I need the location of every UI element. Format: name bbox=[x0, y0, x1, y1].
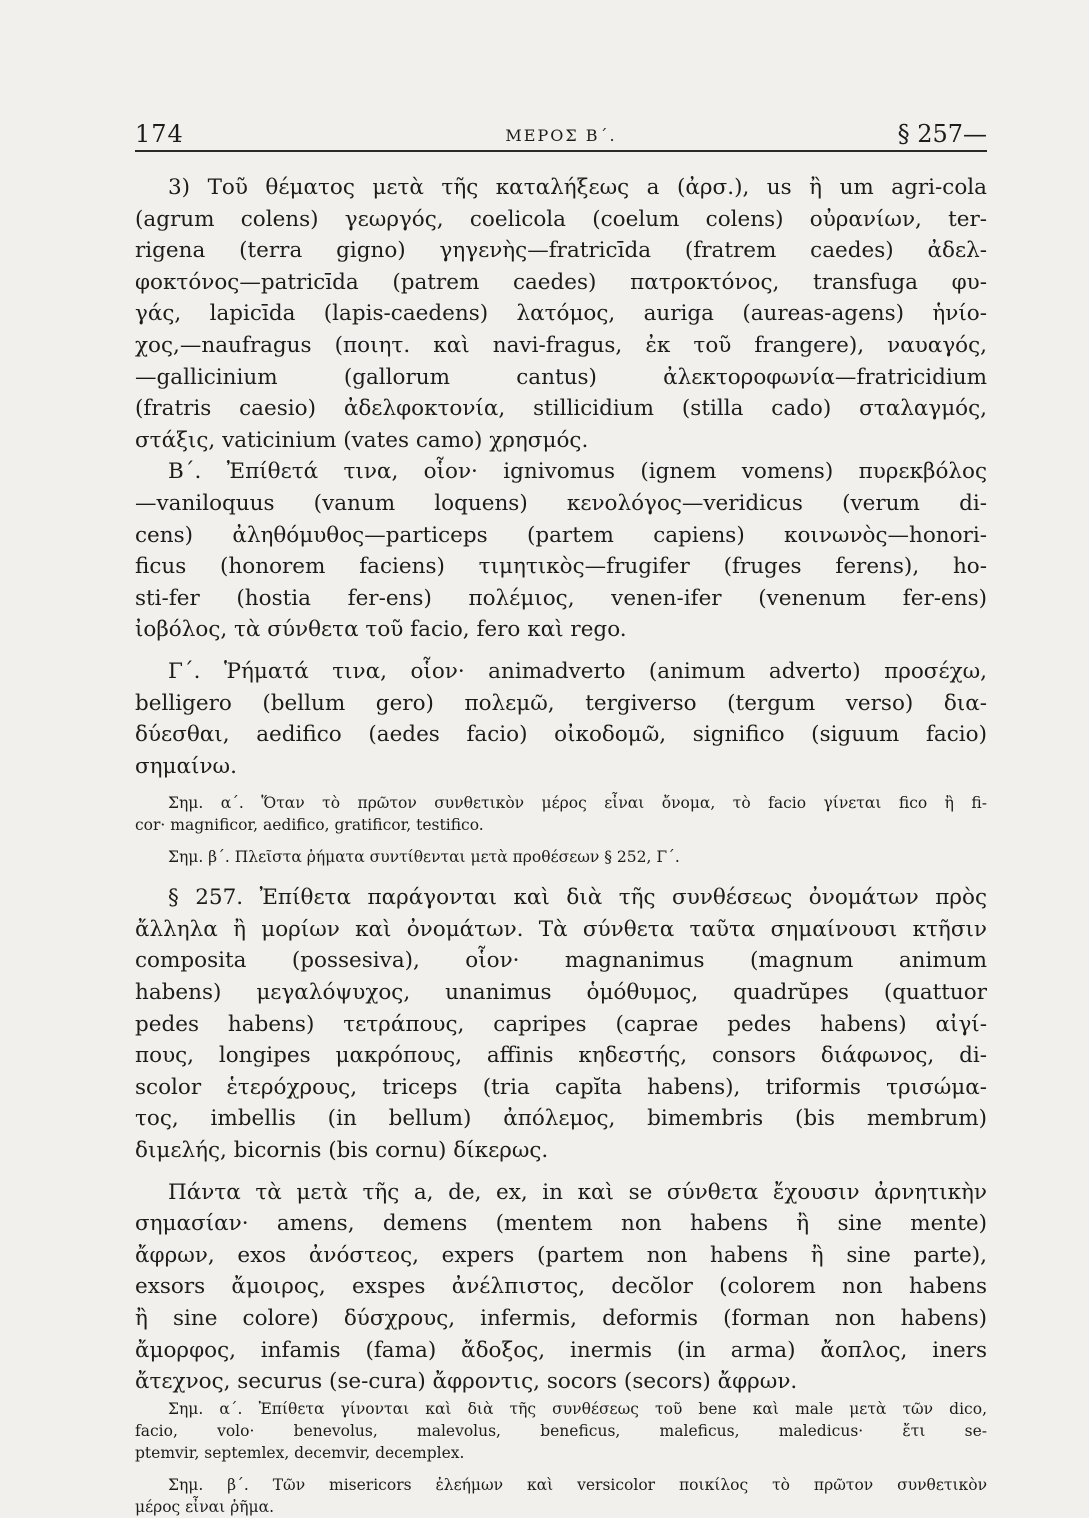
note-line: Σημ. α΄. Ὅταν τὸ πρῶτον συνθετικὸν μέρος εἶναι ὄνομα, τὸ facio γίνεται fico ἢ fi- bbox=[168, 794, 987, 813]
text-line: Β΄. Ἐπίθετά τινα, οἷον· ignivomus (ignem vomens) πυρεκβόλος bbox=[168, 459, 987, 485]
text-line: δύεσθαι, aedifico (aedes facio) οἰκοδομῶ, significo (siguum facio) bbox=[135, 722, 987, 748]
paragraph-verbs bbox=[135, 656, 987, 782]
paragraph-suffix-a bbox=[135, 172, 987, 456]
paragraph-adjectives bbox=[135, 456, 987, 646]
text-line: ἄφρων, exos ἀνόστεος, expers (partem non habens ἢ sine parte), bbox=[135, 1242, 987, 1268]
text-line: ἢ sine colore) δύσχρους, infermis, deformis (forman non habens) bbox=[135, 1306, 987, 1331]
footnote-prepositions bbox=[135, 846, 987, 868]
text-line: πους, longipes μακρόπους, affinis κηδεστής, consors διάφωνος, di- bbox=[135, 1043, 987, 1069]
text-line: διμελής, bicornis (bis cornu) δίκερως. bbox=[135, 1138, 549, 1164]
note-line: Σημ. β΄. Τῶν misericors ἐλεήμων καὶ versicolor ποικίλος τὸ πρῶτον συνθετικὸν bbox=[168, 1475, 987, 1494]
main-text bbox=[135, 172, 987, 1518]
text-line: φοκτόνος—patricīda (patrem caedes) πατροκτόνος, transfuga φυ- bbox=[135, 269, 987, 295]
text-line: τος, imbellis (in bellum) ἀπόλεμος, bimembris (bis membrum) bbox=[135, 1106, 987, 1132]
text-line: ἄτεχνος, securus (se-cura) ἄφροντις, socors (secors) ἄφρων. bbox=[135, 1369, 798, 1395]
running-title: ΜΕΡΟΣ Β΄. bbox=[505, 126, 617, 145]
text-line: cens) ἀληθόμυθος—particeps (partem capiens) κοινωνὸς—honori- bbox=[135, 522, 987, 548]
text-line: ἄμορφος, infamis (fama) ἄδοξος, inermis (in arma) ἄοπλος, iners bbox=[135, 1337, 987, 1363]
text-line: § 257. Ἐπίθετα παράγονται καὶ διὰ τῆς συνθέσεως ὀνομάτων πρὸς bbox=[168, 885, 987, 911]
footnote-bene-male bbox=[135, 1398, 987, 1464]
note-line: cor· magnificor, aedifico, gratificor, testifico. bbox=[135, 816, 484, 835]
running-header bbox=[135, 118, 987, 152]
text-line: γάς, lapicīda (lapis-caedens) λατόμος, auriga (aureas-agens) ἡνίο- bbox=[135, 301, 987, 327]
text-line: pedes habens) τετράπους, capripes (caprae pedes habens) αἰγί- bbox=[135, 1011, 987, 1037]
text-line: στάξις, vaticinium (vates camo) χρησμός. bbox=[135, 427, 589, 453]
text-line: (agrum colens) γεωργός, coelicola (coelum colens) οὐρανίων, ter- bbox=[135, 206, 987, 232]
text-line: —gallicinium (gallorum cantus) ἀλεκτοροφωνία—fratricidium bbox=[135, 364, 987, 390]
text-line: composita (possesiva), οἷον· magnanimus (magnum animum bbox=[135, 948, 987, 974]
text-line: ἄλληλα ἢ μορίων καὶ ὀνομάτων. Τὰ σύνθετα ταῦτα σημαίνουσι κτῆσιν bbox=[135, 916, 987, 942]
text-line: ficus (honorem faciens) τιμητικὸς—frugifer (fruges ferens), ho- bbox=[135, 554, 987, 580]
paragraph-section-257 bbox=[135, 882, 987, 1166]
note-line: Σημ. β΄. Πλεῖστα ῥήματα συντίθενται μετὰ προθέσεων § 252, Γ΄. bbox=[168, 848, 680, 867]
paragraph-negative-compounds bbox=[135, 1177, 987, 1398]
note-line: μέρος εἶναι ῥῆμα. bbox=[135, 1497, 275, 1516]
text-line: χος,—naufragus (ποιητ. καὶ navi-fragus, ἐκ τοῦ frangere), ναυαγός, bbox=[135, 332, 987, 358]
text-line: 3) Τοῦ θέματος μετὰ τῆς καταλήξεως a (ἀρσ.), us ἢ um agri-cola bbox=[168, 175, 987, 200]
text-line: belligero (bellum gero) πολεμῶ, tergiverso (tergum verso) δια- bbox=[135, 690, 987, 716]
text-line: σημαίνω. bbox=[135, 753, 237, 779]
note-line: Σημ. α΄. Ἐπίθετα γίνονται καὶ διὰ τῆς συνθέσεως τοῦ bene καὶ male μετὰ τῶν dico, bbox=[168, 1399, 987, 1418]
text-line: (fratris caesio) ἀδελφοκτονία, stillicidium (stilla cado) σταλαγμός, bbox=[135, 396, 987, 422]
page-number: 174 bbox=[135, 120, 184, 148]
text-line: ἰοβόλος, τὰ σύνθετα τοῦ facio, fero καὶ rego. bbox=[135, 617, 627, 643]
footnote-facio bbox=[135, 792, 987, 836]
text-line: Πάντα τὰ μετὰ τῆς a, de, ex, in καὶ se σύνθετα ἔχουσιν ἀρνητικὴν bbox=[168, 1179, 987, 1205]
text-line: Γ΄. Ῥήματά τινα, οἷον· animadverto (animum adverto) προσέχω, bbox=[168, 658, 987, 684]
note-line: facio, volo· benevolus, malevolus, beneficus, maleficus, maledicus· ἔτι se- bbox=[135, 1421, 987, 1440]
text-line: scolor ἑτερόχρους, triceps (tria capĭta habens), triformis τρισώμα- bbox=[135, 1074, 987, 1100]
section-marker: § 257— bbox=[897, 120, 987, 148]
text-line: —vaniloquus (vanum loquens) κενολόγος—veridicus (verum di- bbox=[135, 490, 987, 516]
footnote-misericors bbox=[135, 1474, 987, 1518]
text-line: σημασίαν· amens, demens (mentem non habens ἢ sine mente) bbox=[135, 1211, 987, 1237]
text-line: rigena (terra gigno) γηγενὴς—fratricīda (fratrem caedes) ἀδελ- bbox=[135, 238, 987, 264]
note-line: ptemvir, septemlex, decemvir, decemplex. bbox=[135, 1443, 465, 1462]
text-line: exsors ἄμοιρος, exspes ἀνέλπιστος, decŏlor (colorem non habens bbox=[135, 1274, 987, 1300]
text-line: habens) μεγαλόψυχος, unanimus ὁμόθυμος, quadrŭpes (quattuor bbox=[135, 980, 987, 1006]
text-line: sti-fer (hostia fer-ens) πολέμιος, venen-ifer (venenum fer-ens) bbox=[135, 585, 987, 611]
